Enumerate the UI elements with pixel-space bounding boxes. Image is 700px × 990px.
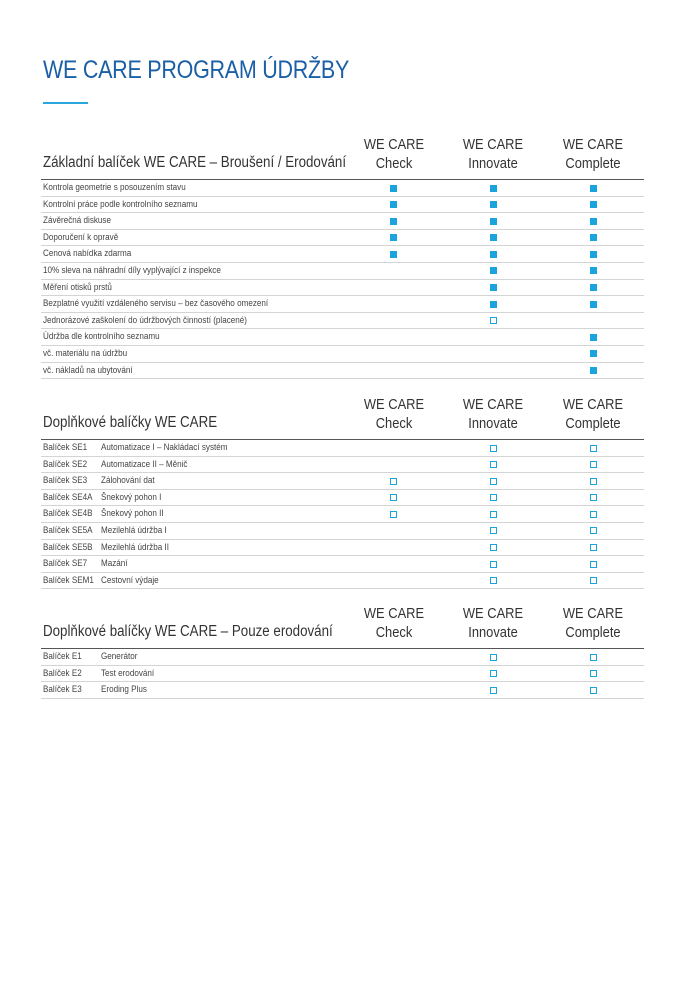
optional-square-icon — [590, 577, 597, 584]
row-label: Jednorázové zaškolení do údržbových činností (placené) — [43, 314, 247, 325]
included-square-icon — [490, 251, 497, 258]
package-code: Balíček SE1 — [43, 442, 88, 452]
package-description: Cestovní výdaje — [101, 574, 159, 585]
table-row — [41, 649, 644, 666]
included-square-icon — [390, 234, 397, 241]
optional-square-icon — [490, 670, 497, 677]
included-square-icon — [590, 350, 597, 357]
table-row — [41, 213, 644, 230]
row-label: Měření otisků prstů — [43, 281, 112, 292]
table-row — [41, 666, 644, 683]
included-square-icon — [390, 218, 397, 225]
included-square-icon — [390, 201, 397, 208]
section-table — [41, 603, 644, 699]
optional-square-icon — [590, 445, 597, 452]
table-row — [41, 329, 644, 346]
included-square-icon — [590, 234, 597, 241]
row-label: Bezplatné využití vzdáleného servisu – bez časového omezení — [43, 298, 269, 309]
optional-square-icon — [590, 478, 597, 485]
package-code: Balíček E2 — [43, 667, 82, 678]
included-square-icon — [590, 267, 597, 274]
optional-square-icon — [490, 561, 497, 568]
table-row — [41, 457, 644, 474]
included-square-icon — [490, 201, 497, 208]
column-header-check: WE CARE Check — [363, 605, 425, 641]
table-row — [41, 523, 644, 540]
column-header-complete: WE CARE Complete — [562, 396, 624, 432]
included-square-icon — [590, 284, 597, 291]
row-label: vč. materiálu na údržbu — [43, 347, 128, 358]
included-square-icon — [490, 185, 497, 192]
optional-square-icon — [390, 494, 397, 501]
column-header-check: WE CARE Check — [363, 396, 425, 432]
column-header-innovate: WE CARE Innovate — [462, 396, 524, 432]
included-square-icon — [590, 367, 597, 374]
optional-square-icon — [490, 544, 497, 551]
table-row — [41, 573, 644, 590]
section-header — [41, 603, 644, 649]
optional-square-icon — [590, 461, 597, 468]
table-row — [41, 230, 644, 247]
table-row — [41, 296, 644, 313]
package-description: Mazání — [101, 558, 128, 569]
section-header — [41, 394, 644, 440]
table-row — [41, 346, 644, 363]
row-label: Kontrola geometrie s posouzením stavu — [43, 182, 186, 192]
included-square-icon — [590, 185, 597, 192]
included-square-icon — [490, 234, 497, 241]
optional-square-icon — [490, 511, 497, 518]
table-row — [41, 556, 644, 573]
optional-square-icon — [590, 670, 597, 677]
column-header-check: WE CARE Check — [363, 136, 425, 172]
table-row — [41, 280, 644, 297]
included-square-icon — [590, 201, 597, 208]
optional-square-icon — [490, 687, 497, 694]
optional-square-icon — [490, 527, 497, 534]
included-square-icon — [490, 301, 497, 308]
package-description: Automatizace I – Nakládací systém — [101, 442, 228, 452]
table-row — [41, 506, 644, 523]
section-title: Doplňkové balíčky WE CARE — [43, 414, 218, 431]
page-title: WE CARE PROGRAM ÚDRŽBY — [43, 56, 350, 84]
included-square-icon — [590, 251, 597, 258]
optional-square-icon — [490, 478, 497, 485]
table-row — [41, 473, 644, 490]
package-description: Mezilehlá údržba I — [101, 524, 167, 535]
column-header-complete: WE CARE Complete — [562, 136, 624, 172]
optional-square-icon — [590, 654, 597, 661]
package-description: Šnekový pohon II — [101, 508, 164, 519]
table-row — [41, 363, 644, 380]
section-title: Doplňkové balíčky WE CARE – Pouze erodování — [43, 623, 333, 640]
optional-square-icon — [490, 494, 497, 501]
package-code: Balíček SE4B — [43, 508, 93, 519]
package-code: Balíček SE3 — [43, 475, 88, 486]
column-header-complete: WE CARE Complete — [562, 605, 624, 641]
included-square-icon — [390, 251, 397, 258]
optional-square-icon — [490, 445, 497, 452]
table-row — [41, 540, 644, 557]
table-row — [41, 313, 644, 330]
included-square-icon — [490, 284, 497, 291]
optional-square-icon — [590, 511, 597, 518]
title-underline — [43, 102, 88, 104]
package-code: Balíček E1 — [43, 651, 82, 661]
section-table — [41, 134, 644, 379]
table-row — [41, 246, 644, 263]
section-table — [41, 394, 644, 589]
package-code: Balíček SE2 — [43, 458, 88, 469]
package-description: Šnekový pohon I — [101, 491, 162, 502]
optional-square-icon — [390, 511, 397, 518]
included-square-icon — [590, 218, 597, 225]
column-header-innovate: WE CARE Innovate — [462, 605, 524, 641]
package-code: Balíček SE4A — [43, 491, 93, 502]
table-row — [41, 682, 644, 699]
optional-square-icon — [390, 478, 397, 485]
included-square-icon — [590, 301, 597, 308]
package-code: Balíček SE5B — [43, 541, 93, 552]
package-code: Balíček E3 — [43, 684, 82, 695]
column-header-innovate: WE CARE Innovate — [462, 136, 524, 172]
optional-square-icon — [490, 317, 497, 324]
row-label: Doporučení k opravě — [43, 231, 119, 242]
package-description: Generátor — [101, 651, 138, 661]
row-label: Kontrolní práce podle kontrolního seznamu — [43, 198, 198, 209]
optional-square-icon — [590, 494, 597, 501]
optional-square-icon — [490, 577, 497, 584]
package-description: Test erodování — [101, 667, 155, 678]
package-description: Automatizace II – Měnič — [101, 458, 188, 469]
table-row — [41, 180, 644, 197]
included-square-icon — [590, 334, 597, 341]
package-code: Balíček SE7 — [43, 558, 88, 569]
row-label: vč. nákladů na ubytování — [43, 364, 133, 375]
table-row — [41, 440, 644, 457]
row-label: Závěrečná diskuse — [43, 215, 111, 226]
row-label: 10% sleva na náhradní díly vyplývající z inspekce — [43, 264, 221, 275]
row-label: Cenová nabídka zdarma — [43, 248, 132, 259]
package-description: Mezilehlá údržba II — [101, 541, 169, 552]
optional-square-icon — [590, 561, 597, 568]
included-square-icon — [490, 218, 497, 225]
table-row — [41, 263, 644, 280]
optional-square-icon — [590, 687, 597, 694]
section-header — [41, 134, 644, 180]
included-square-icon — [390, 185, 397, 192]
section-title: Základní balíček WE CARE – Broušení / Erodování — [43, 154, 347, 171]
package-code: Balíček SE5A — [43, 524, 93, 535]
included-square-icon — [490, 267, 497, 274]
optional-square-icon — [490, 654, 497, 661]
table-row — [41, 197, 644, 214]
optional-square-icon — [590, 527, 597, 534]
package-description: Zálohování dat — [101, 475, 155, 486]
package-code: Balíček SEM1 — [43, 574, 94, 585]
row-label: Údržba dle kontrolního seznamu — [43, 331, 160, 342]
optional-square-icon — [490, 461, 497, 468]
table-row — [41, 490, 644, 507]
optional-square-icon — [590, 544, 597, 551]
package-description: Eroding Plus — [101, 684, 147, 695]
